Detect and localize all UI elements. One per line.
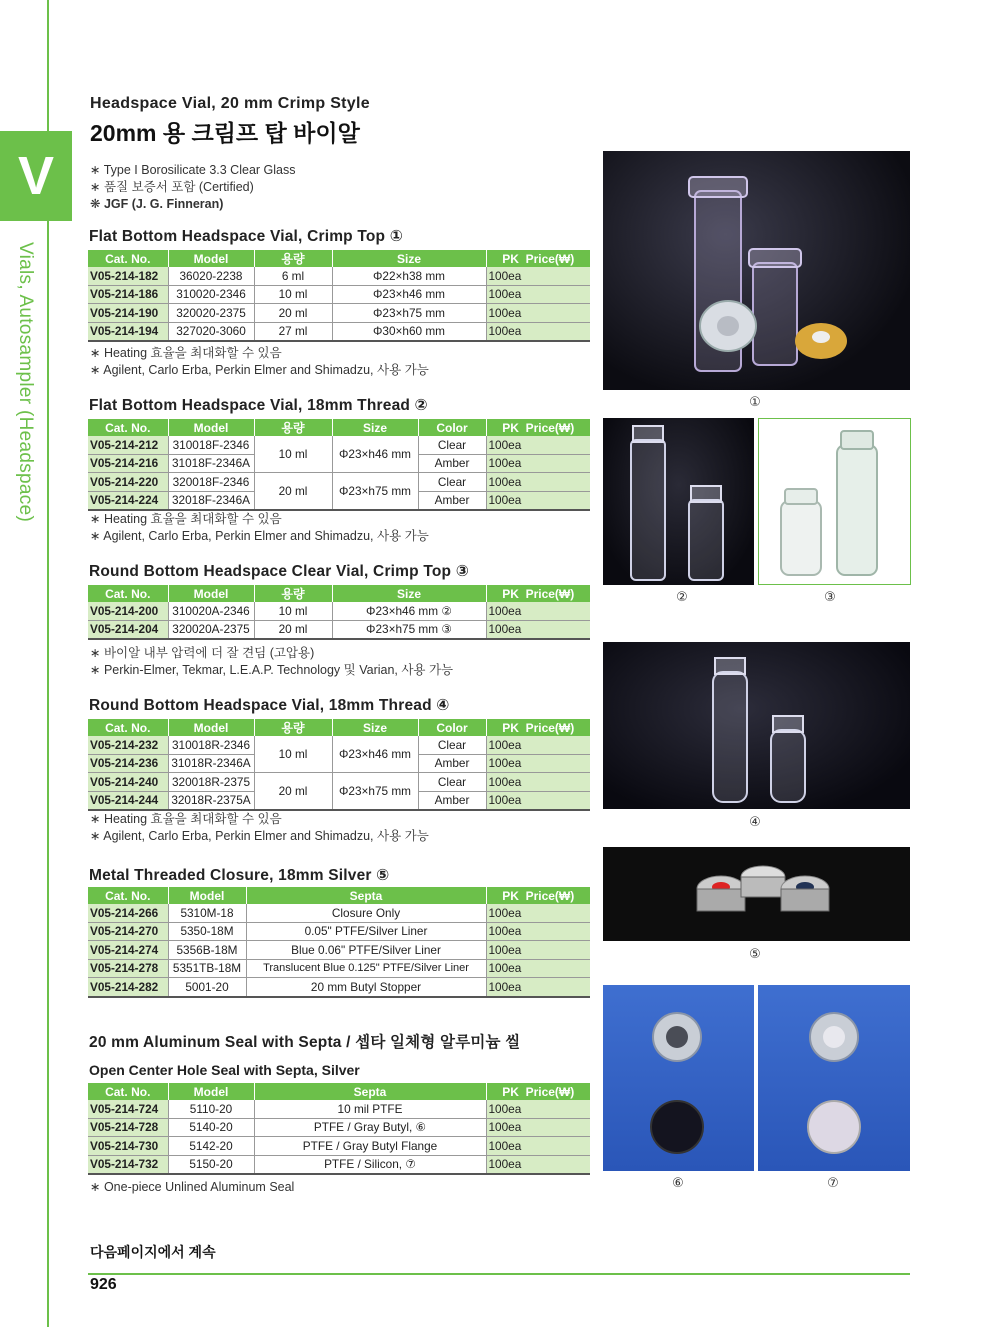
pack: 100ea <box>486 773 590 792</box>
screw-cap-icon <box>603 847 910 941</box>
feature-item: ∗ 품질 보증서 포함 (Certified) <box>90 179 295 196</box>
pack: 100ea <box>486 754 590 773</box>
col-header: Color <box>418 719 486 736</box>
note: ∗ Perkin-Elmer, Tekmar, L.E.A.P. Technology 및 Varian, 사용 가능 <box>90 662 453 679</box>
feature-item: ❋ JGF (J. G. Finneran) <box>90 196 295 213</box>
pack: 100ea <box>486 941 590 960</box>
cat-no: V05-214-216 <box>88 454 168 473</box>
cat-no: V05-214-278 <box>88 959 168 978</box>
volume: 10 ml <box>254 736 332 773</box>
col-header: PK Price(₩) <box>486 250 590 267</box>
model: 310020A-2346 <box>168 602 254 620</box>
col-header: PK Price(₩) <box>486 419 590 436</box>
product-table-2 <box>88 419 590 511</box>
pack: 100ea <box>486 285 590 304</box>
product-photo-3 <box>758 418 911 585</box>
cat-no: V05-214-236 <box>88 754 168 773</box>
model: 31018R-2346A <box>168 754 254 773</box>
product-photo-7 <box>758 985 910 1171</box>
model: 5142-20 <box>168 1137 254 1156</box>
septa: PTFE / Gray Butyl Flange <box>254 1137 486 1156</box>
septa: Closure Only <box>246 904 486 922</box>
size: Φ23×h75 mm <box>332 773 418 811</box>
pack: 100ea <box>486 736 590 754</box>
product-photo-1 <box>603 151 910 390</box>
model: 310018F-2346 <box>168 436 254 454</box>
volume: 20 ml <box>254 473 332 511</box>
seal-silicon-icon <box>758 985 910 1171</box>
section-title: Flat Bottom Headspace Vial, Crimp Top ① <box>89 228 404 245</box>
section-title: Flat Bottom Headspace Vial, 18mm Thread ② <box>89 397 428 414</box>
footer-divider <box>88 1273 910 1275</box>
volume: 20 ml <box>254 620 332 639</box>
pack: 100ea <box>486 454 590 473</box>
size: Φ23×h46 mm <box>332 736 418 773</box>
size: Φ23×h75 mm <box>332 473 418 511</box>
photo-caption: ⑦ <box>827 1175 839 1190</box>
section-title: Metal Threaded Closure, 18mm Silver ⑤ <box>89 867 390 884</box>
color: Clear <box>418 436 486 454</box>
cat-no: V05-214-266 <box>88 904 168 922</box>
product-table-5 <box>88 887 590 998</box>
table-row <box>88 620 590 639</box>
feature-list <box>90 162 295 213</box>
table-row <box>88 773 590 792</box>
cat-no: V05-214-194 <box>88 322 168 341</box>
table-row <box>88 978 590 997</box>
col-header: PK Price(₩) <box>486 1083 590 1100</box>
photo-caption: ④ <box>749 814 761 829</box>
table-row <box>88 436 590 454</box>
model: 327020-3060 <box>168 322 254 341</box>
model: 5356B-18M <box>168 941 246 960</box>
size: Φ22×h38 mm <box>332 267 486 285</box>
model: 320020A-2375 <box>168 620 254 639</box>
cat-no: V05-214-282 <box>88 978 168 997</box>
col-header: 용량 <box>254 719 332 736</box>
product-table-6 <box>88 1083 590 1175</box>
table-row <box>88 267 590 285</box>
size: Φ30×h60 mm <box>332 322 486 341</box>
page-number: 926 <box>90 1276 117 1293</box>
col-header: Cat. No. <box>88 887 168 904</box>
thread-vial-round-icon <box>603 642 910 809</box>
note: ∗ Agilent, Carlo Erba, Perkin Elmer and Shimadzu, 사용 가능 <box>90 528 429 545</box>
model: 32018F-2346A <box>168 491 254 510</box>
photo-caption: ① <box>749 394 761 409</box>
model: 5310M-18 <box>168 904 246 922</box>
product-photo-6 <box>603 985 754 1171</box>
photo-caption: ⑥ <box>672 1175 684 1190</box>
color: Amber <box>418 491 486 510</box>
note: ∗ Heating 효율을 최대화할 수 있음 <box>90 511 429 528</box>
col-header: Model <box>168 887 246 904</box>
volume: 6 ml <box>254 267 332 285</box>
note: ∗ Heating 효율을 최대화할 수 있음 <box>90 811 429 828</box>
pack: 100ea <box>486 978 590 997</box>
color: Amber <box>418 454 486 473</box>
cat-no: V05-214-232 <box>88 736 168 754</box>
col-header: PK Price(₩) <box>486 719 590 736</box>
pack: 100ea <box>486 322 590 341</box>
product-table-3 <box>88 585 590 640</box>
color: Clear <box>418 473 486 492</box>
model: 5110-20 <box>168 1100 254 1118</box>
col-header: Cat. No. <box>88 585 168 602</box>
table-row <box>88 959 590 978</box>
cat-no: V05-214-724 <box>88 1100 168 1118</box>
color: Amber <box>418 791 486 810</box>
col-header: Size <box>332 585 486 602</box>
model: 310018R-2346 <box>168 736 254 754</box>
product-photo-5 <box>603 847 910 941</box>
col-header: PK Price(₩) <box>486 585 590 602</box>
table-row <box>88 922 590 941</box>
product-table-4 <box>88 719 590 811</box>
table-row <box>88 602 590 620</box>
volume: 10 ml <box>254 436 332 473</box>
note: ∗ Agilent, Carlo Erba, Perkin Elmer and Shimadzu, 사용 가능 <box>90 828 429 845</box>
col-header: Model <box>168 419 254 436</box>
note: ∗ Agilent, Carlo Erba, Perkin Elmer and Shimadzu, 사용 가능 <box>90 362 429 379</box>
table-row <box>88 285 590 304</box>
product-table-1 <box>88 250 590 342</box>
cat-no: V05-214-240 <box>88 773 168 792</box>
model: 320018F-2346 <box>168 473 254 492</box>
section-title: Round Bottom Headspace Clear Vial, Crimp Top ③ <box>89 563 470 580</box>
cat-no: V05-214-270 <box>88 922 168 941</box>
page-title-en: Headspace Vial, 20 mm Crimp Style <box>90 95 370 112</box>
col-header: 용량 <box>254 250 332 267</box>
volume: 20 ml <box>254 304 332 323</box>
product-photo-4 <box>603 642 910 809</box>
section-tab: V <box>0 131 72 221</box>
col-header: Septa <box>246 887 486 904</box>
septa: 10 mil PTFE <box>254 1100 486 1118</box>
pack: 100ea <box>486 1100 590 1118</box>
col-header: Size <box>332 719 418 736</box>
table-row <box>88 473 590 492</box>
size: Φ23×h46 mm ② <box>332 602 486 620</box>
pack: 100ea <box>486 602 590 620</box>
col-header: Cat. No. <box>88 1083 168 1100</box>
pack: 100ea <box>486 436 590 454</box>
col-header: Size <box>332 419 418 436</box>
cat-no: V05-214-186 <box>88 285 168 304</box>
color: Clear <box>418 736 486 754</box>
model: 5001-20 <box>168 978 246 997</box>
col-header: Size <box>332 250 486 267</box>
cat-no: V05-214-212 <box>88 436 168 454</box>
continued-label: 다음페이지에서 계속 <box>90 1244 216 1260</box>
model: 32018R-2375A <box>168 791 254 810</box>
septa: Translucent Blue 0.125" PTFE/Silver Liner <box>246 959 486 978</box>
feature-item: ∗ Type I Borosilicate 3.3 Clear Glass <box>90 162 295 179</box>
cat-no: V05-214-220 <box>88 473 168 492</box>
notes <box>90 345 429 379</box>
table-row <box>88 941 590 960</box>
notes <box>90 1179 294 1196</box>
section-title: 20 mm Aluminum Seal with Septa / 셉타 일체형 알루미늄 씰 <box>89 1034 521 1051</box>
table-row <box>88 1118 590 1137</box>
volume: 10 ml <box>254 602 332 620</box>
model: 5140-20 <box>168 1118 254 1137</box>
product-photo-2 <box>603 418 754 585</box>
volume: 27 ml <box>254 322 332 341</box>
size: Φ23×h46 mm <box>332 285 486 304</box>
model: 310020-2346 <box>168 285 254 304</box>
table-row <box>88 322 590 341</box>
photo-caption: ③ <box>824 589 836 604</box>
cat-no: V05-214-274 <box>88 941 168 960</box>
col-header: Color <box>418 419 486 436</box>
pack: 100ea <box>486 267 590 285</box>
table-row <box>88 304 590 323</box>
model: 5350-18M <box>168 922 246 941</box>
size: Φ23×h75 mm ③ <box>332 620 486 639</box>
septa: 20 mm Butyl Stopper <box>246 978 486 997</box>
note: ∗ 바이알 내부 압력에 더 잘 견딤 (고압용) <box>90 645 453 662</box>
table-row <box>88 1155 590 1174</box>
col-header: Model <box>168 719 254 736</box>
pack: 100ea <box>486 491 590 510</box>
col-header: Model <box>168 1083 254 1100</box>
cat-no: V05-214-244 <box>88 791 168 810</box>
cat-no: V05-214-224 <box>88 491 168 510</box>
thread-vial-icon <box>603 418 754 585</box>
pack: 100ea <box>486 1137 590 1156</box>
table-row <box>88 736 590 754</box>
size: Φ23×h75 mm <box>332 304 486 323</box>
col-header: PK Price(₩) <box>486 887 590 904</box>
col-header: Model <box>168 585 254 602</box>
side-category-label: Vials, Autosampler (Headspace) <box>15 242 36 523</box>
table-row <box>88 904 590 922</box>
cat-no: V05-214-732 <box>88 1155 168 1174</box>
cat-no: V05-214-204 <box>88 620 168 639</box>
round-vial-icon <box>759 419 910 584</box>
pack: 100ea <box>486 904 590 922</box>
septa: PTFE / Silicon, ⑦ <box>254 1155 486 1174</box>
col-header: Model <box>168 250 254 267</box>
model: 5150-20 <box>168 1155 254 1174</box>
col-header: 용량 <box>254 419 332 436</box>
notes <box>90 511 429 545</box>
size: Φ23×h46 mm <box>332 436 418 473</box>
cat-no: V05-214-190 <box>88 304 168 323</box>
pack: 100ea <box>486 1155 590 1174</box>
model: 5351TB-18M <box>168 959 246 978</box>
table-row <box>88 1137 590 1156</box>
note: ∗ One-piece Unlined Aluminum Seal <box>90 1179 294 1196</box>
seal-icon <box>603 985 754 1171</box>
pack: 100ea <box>486 304 590 323</box>
pack: 100ea <box>486 1118 590 1137</box>
volume: 10 ml <box>254 285 332 304</box>
pack: 100ea <box>486 473 590 492</box>
color: Clear <box>418 773 486 792</box>
volume: 20 ml <box>254 773 332 811</box>
vial-illustration-icon <box>603 151 910 390</box>
col-header: 용량 <box>254 585 332 602</box>
notes <box>90 811 429 845</box>
pack: 100ea <box>486 922 590 941</box>
pack: 100ea <box>486 791 590 810</box>
table-row <box>88 1100 590 1118</box>
section-subtitle: Open Center Hole Seal with Septa, Silver <box>89 1062 360 1078</box>
septa: PTFE / Gray Butyl, ⑥ <box>254 1118 486 1137</box>
model: 320020-2375 <box>168 304 254 323</box>
model: 36020-2238 <box>168 267 254 285</box>
notes <box>90 645 453 679</box>
photo-caption: ⑤ <box>749 946 761 961</box>
note: ∗ Heating 효율을 최대화할 수 있음 <box>90 345 429 362</box>
cat-no: V05-214-200 <box>88 602 168 620</box>
page-title-ko: 20mm 용 크림프 탑 바이알 <box>90 120 360 146</box>
septa: 0.05" PTFE/Silver Liner <box>246 922 486 941</box>
pack: 100ea <box>486 959 590 978</box>
pack: 100ea <box>486 620 590 639</box>
col-header: Septa <box>254 1083 486 1100</box>
cat-no: V05-214-730 <box>88 1137 168 1156</box>
photo-caption: ② <box>676 589 688 604</box>
col-header: Cat. No. <box>88 719 168 736</box>
model: 31018F-2346A <box>168 454 254 473</box>
col-header: Cat. No. <box>88 419 168 436</box>
section-title: Round Bottom Headspace Vial, 18mm Thread ④ <box>89 697 450 714</box>
color: Amber <box>418 754 486 773</box>
cat-no: V05-214-728 <box>88 1118 168 1137</box>
septa: Blue 0.06" PTFE/Silver Liner <box>246 941 486 960</box>
cat-no: V05-214-182 <box>88 267 168 285</box>
col-header: Cat. No. <box>88 250 168 267</box>
model: 320018R-2375 <box>168 773 254 792</box>
